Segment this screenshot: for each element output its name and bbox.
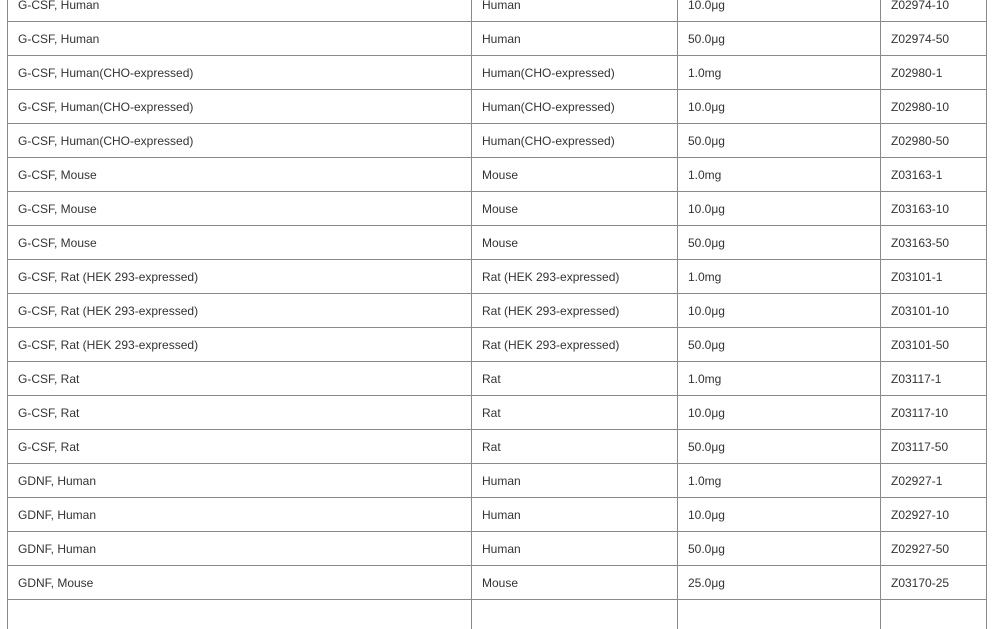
table-row bbox=[8, 56, 987, 90]
table-row bbox=[8, 566, 987, 600]
species-cell: Human(CHO-expressed) bbox=[472, 90, 678, 124]
product-name-cell: G-CSF, Human bbox=[8, 0, 472, 22]
species-cell: Mouse bbox=[472, 566, 678, 600]
size-cell: 50.0μg bbox=[678, 22, 881, 56]
species-cell bbox=[472, 600, 678, 629]
product-name-cell: GDNF, Human bbox=[8, 498, 472, 532]
catalog-number-cell: Z03163-1 bbox=[881, 158, 987, 192]
species-cell: Human bbox=[472, 22, 678, 56]
species-cell: Human(CHO-expressed) bbox=[472, 124, 678, 158]
catalog-number-cell: Z02927-50 bbox=[881, 532, 987, 566]
size-cell: 1.0mg bbox=[678, 260, 881, 294]
species-cell: Mouse bbox=[472, 158, 678, 192]
table-row bbox=[8, 0, 987, 22]
size-cell: 25.0μg bbox=[678, 566, 881, 600]
size-cell: 50.0μg bbox=[678, 532, 881, 566]
table-row bbox=[8, 464, 987, 498]
catalog-number-cell: Z03117-1 bbox=[881, 362, 987, 396]
species-cell: Human bbox=[472, 498, 678, 532]
size-cell: 10.0μg bbox=[678, 396, 881, 430]
catalog-number-cell: Z03101-1 bbox=[881, 260, 987, 294]
catalog-number-cell: Z02974-50 bbox=[881, 22, 987, 56]
table-row bbox=[8, 328, 987, 362]
species-cell: Human(CHO-expressed) bbox=[472, 56, 678, 90]
product-name-cell: G-CSF, Rat (HEK 293-expressed) bbox=[8, 328, 472, 362]
product-name-cell: GDNF, Human bbox=[8, 464, 472, 498]
catalog-number-cell: Z03163-50 bbox=[881, 226, 987, 260]
species-cell: Rat (HEK 293-expressed) bbox=[472, 328, 678, 362]
species-cell: Mouse bbox=[472, 192, 678, 226]
species-cell: Human bbox=[472, 0, 678, 22]
table-row bbox=[8, 600, 987, 629]
size-cell: 50.0μg bbox=[678, 328, 881, 362]
product-name-cell: G-CSF, Human(CHO-expressed) bbox=[8, 56, 472, 90]
product-name-cell: G-CSF, Human bbox=[8, 22, 472, 56]
size-cell: 10.0μg bbox=[678, 498, 881, 532]
size-cell: 10.0μg bbox=[678, 192, 881, 226]
species-cell: Human bbox=[472, 532, 678, 566]
catalog-number-cell: Z03117-50 bbox=[881, 430, 987, 464]
size-cell: 50.0μg bbox=[678, 226, 881, 260]
catalog-number-cell: Z02980-10 bbox=[881, 90, 987, 124]
catalog-number-cell: Z03101-50 bbox=[881, 328, 987, 362]
size-cell: 10.0μg bbox=[678, 0, 881, 22]
table-row bbox=[8, 192, 987, 226]
product-name-cell: G-CSF, Human(CHO-expressed) bbox=[8, 124, 472, 158]
table-row bbox=[8, 362, 987, 396]
size-cell: 1.0mg bbox=[678, 362, 881, 396]
table-row bbox=[8, 124, 987, 158]
product-name-cell: G-CSF, Rat bbox=[8, 396, 472, 430]
catalog-number-cell: Z02980-1 bbox=[881, 56, 987, 90]
table-row bbox=[8, 90, 987, 124]
size-cell: 50.0μg bbox=[678, 124, 881, 158]
size-cell: 1.0mg bbox=[678, 158, 881, 192]
species-cell: Rat bbox=[472, 396, 678, 430]
size-cell: 1.0mg bbox=[678, 56, 881, 90]
product-name-cell: G-CSF, Human(CHO-expressed) bbox=[8, 90, 472, 124]
catalog-number-cell: Z03117-10 bbox=[881, 396, 987, 430]
product-name-cell: GDNF, Human bbox=[8, 532, 472, 566]
species-cell: Rat (HEK 293-expressed) bbox=[472, 294, 678, 328]
species-cell: Human bbox=[472, 464, 678, 498]
species-cell: Rat bbox=[472, 362, 678, 396]
product-name-cell: G-CSF, Mouse bbox=[8, 158, 472, 192]
product-table bbox=[7, 0, 987, 629]
catalog-number-cell: Z02927-10 bbox=[881, 498, 987, 532]
table-row bbox=[8, 158, 987, 192]
product-name-cell: G-CSF, Mouse bbox=[8, 226, 472, 260]
product-name-cell: GDNF, Mouse bbox=[8, 566, 472, 600]
product-name-cell: G-CSF, Rat bbox=[8, 362, 472, 396]
product-name-cell: G-CSF, Rat (HEK 293-expressed) bbox=[8, 260, 472, 294]
table-row bbox=[8, 226, 987, 260]
table-row bbox=[8, 260, 987, 294]
catalog-number-cell bbox=[881, 600, 987, 629]
table-row bbox=[8, 498, 987, 532]
size-cell: 1.0mg bbox=[678, 464, 881, 498]
table-row bbox=[8, 430, 987, 464]
size-cell bbox=[678, 600, 881, 629]
catalog-number-cell: Z03170-25 bbox=[881, 566, 987, 600]
table-row bbox=[8, 532, 987, 566]
table-row bbox=[8, 294, 987, 328]
species-cell: Rat bbox=[472, 430, 678, 464]
size-cell: 50.0μg bbox=[678, 430, 881, 464]
catalog-number-cell: Z02974-10 bbox=[881, 0, 987, 22]
catalog-number-cell: Z02980-50 bbox=[881, 124, 987, 158]
species-cell: Rat (HEK 293-expressed) bbox=[472, 260, 678, 294]
product-name-cell bbox=[8, 600, 472, 629]
size-cell: 10.0μg bbox=[678, 294, 881, 328]
product-name-cell: G-CSF, Rat (HEK 293-expressed) bbox=[8, 294, 472, 328]
table-row bbox=[8, 396, 987, 430]
catalog-number-cell: Z03101-10 bbox=[881, 294, 987, 328]
catalog-number-cell: Z03163-10 bbox=[881, 192, 987, 226]
product-table-body bbox=[8, 0, 987, 629]
size-cell: 10.0μg bbox=[678, 90, 881, 124]
catalog-number-cell: Z02927-1 bbox=[881, 464, 987, 498]
table-row bbox=[8, 22, 987, 56]
species-cell: Mouse bbox=[472, 226, 678, 260]
product-name-cell: G-CSF, Rat bbox=[8, 430, 472, 464]
product-name-cell: G-CSF, Mouse bbox=[8, 192, 472, 226]
